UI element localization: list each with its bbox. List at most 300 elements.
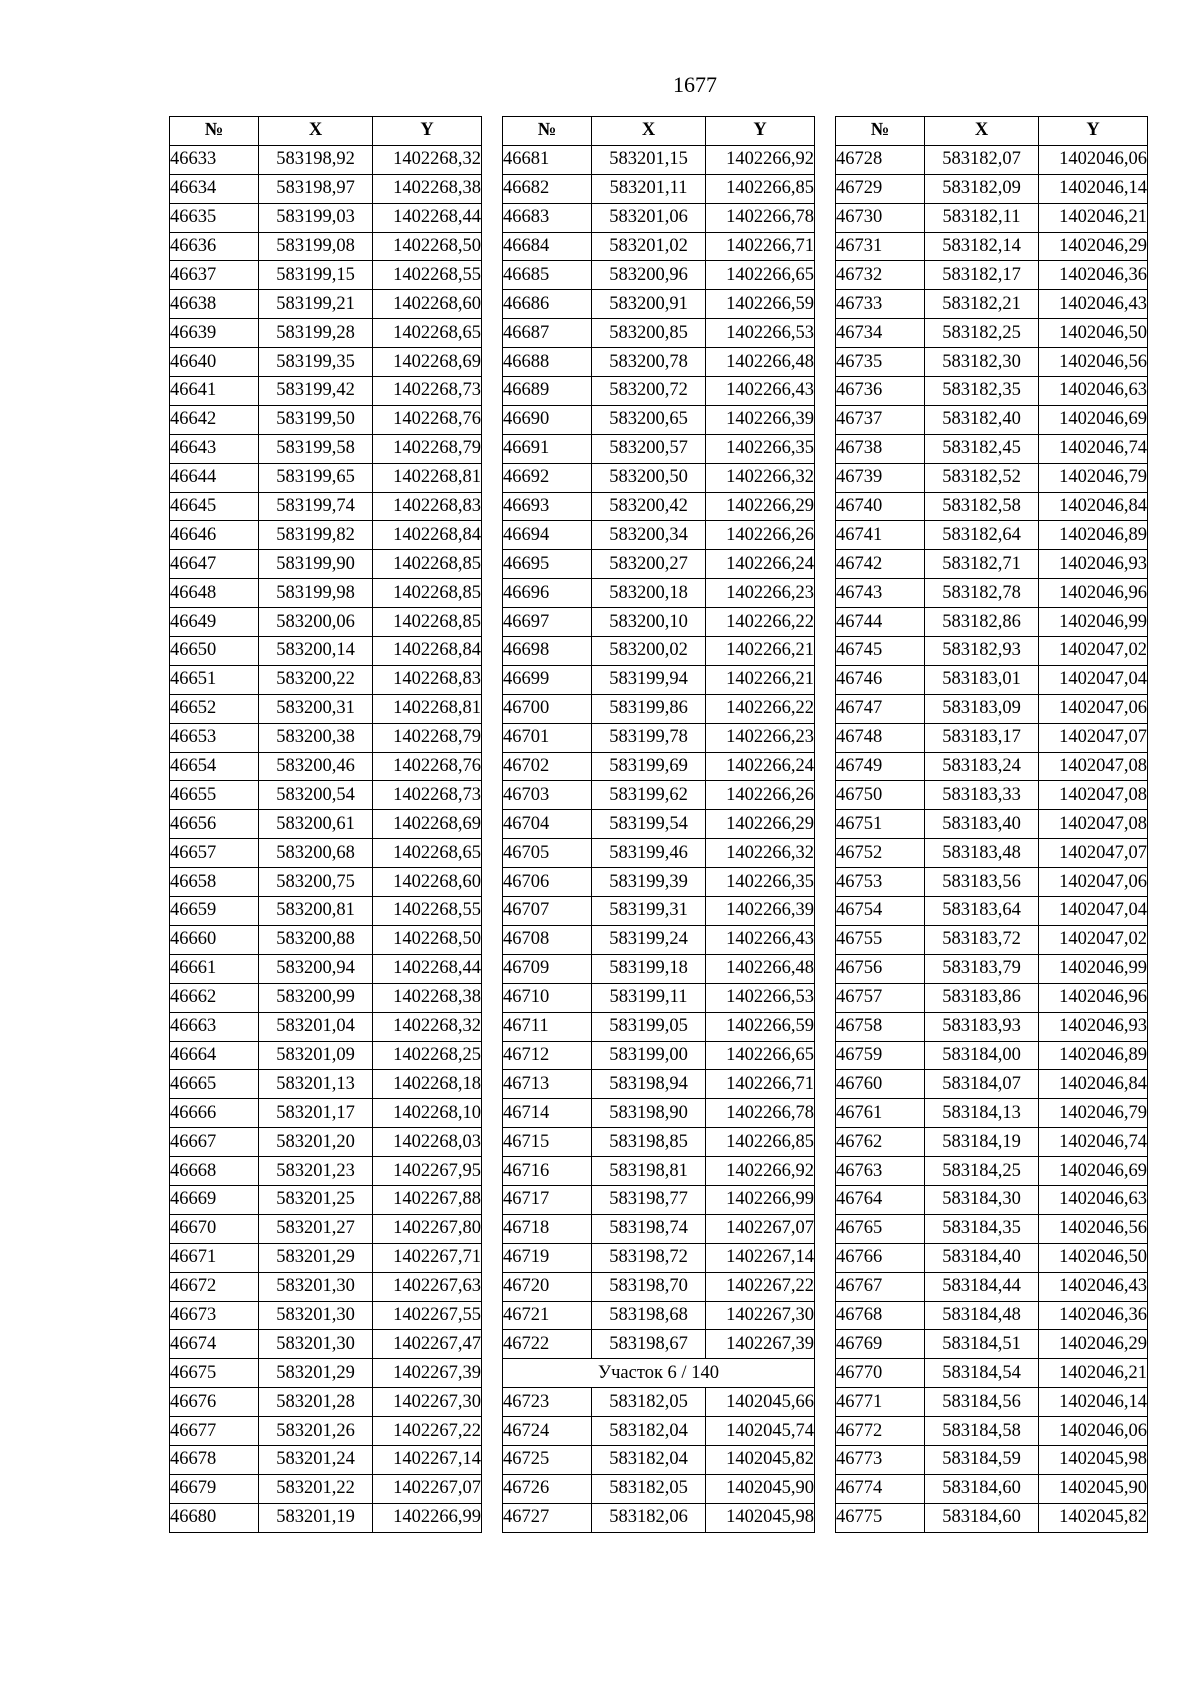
y-coordinate-cell: 1402266,78 [706, 203, 815, 232]
y-coordinate-cell: 1402046,69 [1039, 405, 1148, 434]
y-coordinate-cell: 1402046,14 [1039, 1388, 1148, 1417]
y-coordinate-cell: 1402268,44 [373, 954, 482, 983]
table-row [836, 232, 1148, 261]
table-row [170, 174, 482, 203]
table-row [836, 839, 1148, 868]
point-number-cell: 46748 [836, 723, 925, 752]
table-row [503, 261, 815, 290]
table-row [836, 810, 1148, 839]
point-number-cell: 46741 [836, 521, 925, 550]
y-coordinate-cell: 1402046,63 [1039, 377, 1148, 406]
x-coordinate-cell: 583199,08 [259, 232, 373, 261]
y-coordinate-cell: 1402267,22 [373, 1417, 482, 1446]
y-coordinate-cell: 1402266,21 [706, 637, 815, 666]
y-coordinate-cell: 1402268,32 [373, 1012, 482, 1041]
y-coordinate-cell: 1402046,43 [1039, 290, 1148, 319]
point-number-cell: 46669 [170, 1185, 259, 1214]
x-coordinate-cell: 583182,64 [925, 521, 1039, 550]
table-row [170, 1099, 482, 1128]
point-number-cell: 46710 [503, 983, 592, 1012]
y-coordinate-cell: 1402045,98 [706, 1503, 815, 1532]
y-coordinate-cell: 1402266,85 [706, 174, 815, 203]
header-number: № [170, 117, 259, 146]
x-coordinate-cell: 583184,48 [925, 1301, 1039, 1330]
point-number-cell: 46706 [503, 868, 592, 897]
x-coordinate-cell: 583200,14 [259, 637, 373, 666]
table-body [503, 145, 815, 1532]
point-number-cell: 46661 [170, 954, 259, 983]
table-row [503, 174, 815, 203]
x-coordinate-cell: 583201,30 [259, 1301, 373, 1330]
x-coordinate-cell: 583182,09 [925, 174, 1039, 203]
y-coordinate-cell: 1402046,14 [1039, 174, 1148, 203]
point-number-cell: 46683 [503, 203, 592, 232]
x-coordinate-cell: 583184,07 [925, 1070, 1039, 1099]
y-coordinate-cell: 1402268,65 [373, 839, 482, 868]
x-coordinate-cell: 583200,68 [259, 839, 373, 868]
y-coordinate-cell: 1402266,21 [706, 665, 815, 694]
table-row [836, 1099, 1148, 1128]
point-number-cell: 46737 [836, 405, 925, 434]
y-coordinate-cell: 1402047,06 [1039, 694, 1148, 723]
point-number-cell: 46652 [170, 694, 259, 723]
table-row [170, 1359, 482, 1388]
y-coordinate-cell: 1402266,65 [706, 261, 815, 290]
y-coordinate-cell: 1402268,25 [373, 1041, 482, 1070]
table-row [503, 1301, 815, 1330]
x-coordinate-cell: 583198,94 [592, 1070, 706, 1099]
point-number-cell: 46727 [503, 1503, 592, 1532]
point-number-cell: 46665 [170, 1070, 259, 1099]
point-number-cell: 46739 [836, 463, 925, 492]
table-row [836, 665, 1148, 694]
point-number-cell: 46649 [170, 608, 259, 637]
x-coordinate-cell: 583184,40 [925, 1243, 1039, 1272]
point-number-cell: 46709 [503, 954, 592, 983]
point-number-cell: 46717 [503, 1185, 592, 1214]
point-number-cell: 46738 [836, 434, 925, 463]
table-row [836, 1272, 1148, 1301]
y-coordinate-cell: 1402047,04 [1039, 665, 1148, 694]
point-number-cell: 46712 [503, 1041, 592, 1070]
table-row [503, 608, 815, 637]
point-number-cell: 46679 [170, 1474, 259, 1503]
table-row [836, 1359, 1148, 1388]
x-coordinate-cell: 583183,64 [925, 897, 1039, 926]
table-row [836, 925, 1148, 954]
x-coordinate-cell: 583201,23 [259, 1157, 373, 1186]
point-number-cell: 46730 [836, 203, 925, 232]
point-number-cell: 46772 [836, 1417, 925, 1446]
table-row [170, 925, 482, 954]
table-row [836, 145, 1148, 174]
table-row [503, 1128, 815, 1157]
point-number-cell: 46677 [170, 1417, 259, 1446]
table-row [836, 868, 1148, 897]
x-coordinate-cell: 583201,02 [592, 232, 706, 261]
table-row [170, 665, 482, 694]
y-coordinate-cell: 1402046,79 [1039, 1099, 1148, 1128]
table-row [170, 579, 482, 608]
y-coordinate-cell: 1402267,39 [373, 1359, 482, 1388]
y-coordinate-cell: 1402266,29 [706, 810, 815, 839]
x-coordinate-cell: 583182,06 [592, 1503, 706, 1532]
section-row [503, 1359, 815, 1388]
y-coordinate-cell: 1402268,50 [373, 925, 482, 954]
table-row [170, 1503, 482, 1532]
table-row [170, 637, 482, 666]
y-coordinate-cell: 1402268,18 [373, 1070, 482, 1099]
y-coordinate-cell: 1402267,47 [373, 1330, 482, 1359]
point-number-cell: 46662 [170, 983, 259, 1012]
point-number-cell: 46689 [503, 377, 592, 406]
y-coordinate-cell: 1402046,99 [1039, 608, 1148, 637]
y-coordinate-cell: 1402268,10 [373, 1099, 482, 1128]
table-row [836, 781, 1148, 810]
point-number-cell: 46745 [836, 637, 925, 666]
x-coordinate-cell: 583198,81 [592, 1157, 706, 1186]
table-header-row [836, 117, 1148, 146]
point-number-cell: 46672 [170, 1272, 259, 1301]
y-coordinate-cell: 1402268,79 [373, 723, 482, 752]
table-row [503, 145, 815, 174]
table-row [836, 1214, 1148, 1243]
table-row [836, 1330, 1148, 1359]
header-y: Y [706, 117, 815, 146]
table-row [503, 1272, 815, 1301]
table-row [836, 752, 1148, 781]
y-coordinate-cell: 1402047,08 [1039, 752, 1148, 781]
x-coordinate-cell: 583183,72 [925, 925, 1039, 954]
table-row [503, 1157, 815, 1186]
table-row [503, 203, 815, 232]
point-number-cell: 46753 [836, 868, 925, 897]
table-row [503, 521, 815, 550]
x-coordinate-cell: 583200,94 [259, 954, 373, 983]
x-coordinate-cell: 583201,24 [259, 1445, 373, 1474]
table-row [170, 868, 482, 897]
table-row [503, 492, 815, 521]
point-number-cell: 46691 [503, 434, 592, 463]
table-row [170, 810, 482, 839]
x-coordinate-cell: 583199,00 [592, 1041, 706, 1070]
table-row [170, 319, 482, 348]
y-coordinate-cell: 1402268,73 [373, 377, 482, 406]
y-coordinate-cell: 1402046,96 [1039, 983, 1148, 1012]
y-coordinate-cell: 1402045,66 [706, 1388, 815, 1417]
table-row [836, 579, 1148, 608]
x-coordinate-cell: 583200,34 [592, 521, 706, 550]
table-row [836, 983, 1148, 1012]
x-coordinate-cell: 583182,71 [925, 550, 1039, 579]
x-coordinate-cell: 583201,20 [259, 1128, 373, 1157]
x-coordinate-cell: 583182,25 [925, 319, 1039, 348]
y-coordinate-cell: 1402266,39 [706, 405, 815, 434]
point-number-cell: 46764 [836, 1185, 925, 1214]
y-coordinate-cell: 1402268,38 [373, 174, 482, 203]
x-coordinate-cell: 583200,54 [259, 781, 373, 810]
point-number-cell: 46718 [503, 1214, 592, 1243]
point-number-cell: 46760 [836, 1070, 925, 1099]
table-row [170, 1041, 482, 1070]
y-coordinate-cell: 1402267,95 [373, 1157, 482, 1186]
y-coordinate-cell: 1402046,56 [1039, 348, 1148, 377]
point-number-cell: 46734 [836, 319, 925, 348]
y-coordinate-cell: 1402047,07 [1039, 723, 1148, 752]
point-number-cell: 46640 [170, 348, 259, 377]
section-label: Участок 6 / 140 [503, 1359, 815, 1388]
point-number-cell: 46711 [503, 1012, 592, 1041]
point-number-cell: 46728 [836, 145, 925, 174]
y-coordinate-cell: 1402046,29 [1039, 232, 1148, 261]
point-number-cell: 46754 [836, 897, 925, 926]
point-number-cell: 46664 [170, 1041, 259, 1070]
y-coordinate-cell: 1402046,50 [1039, 1243, 1148, 1272]
table-row [170, 723, 482, 752]
point-number-cell: 46638 [170, 290, 259, 319]
y-coordinate-cell: 1402268,03 [373, 1128, 482, 1157]
table-row [503, 925, 815, 954]
x-coordinate-cell: 583184,25 [925, 1157, 1039, 1186]
x-coordinate-cell: 583183,86 [925, 983, 1039, 1012]
x-coordinate-cell: 583182,45 [925, 434, 1039, 463]
table-row [170, 1301, 482, 1330]
x-coordinate-cell: 583184,56 [925, 1388, 1039, 1417]
table-row [170, 752, 482, 781]
point-number-cell: 46693 [503, 492, 592, 521]
table-row [503, 377, 815, 406]
table-row [503, 897, 815, 926]
y-coordinate-cell: 1402046,50 [1039, 319, 1148, 348]
point-number-cell: 46681 [503, 145, 592, 174]
y-coordinate-cell: 1402045,82 [1039, 1503, 1148, 1532]
x-coordinate-cell: 583201,27 [259, 1214, 373, 1243]
y-coordinate-cell: 1402266,53 [706, 983, 815, 1012]
x-coordinate-cell: 583184,58 [925, 1417, 1039, 1446]
y-coordinate-cell: 1402266,29 [706, 492, 815, 521]
table-row [503, 348, 815, 377]
y-coordinate-cell: 1402268,79 [373, 434, 482, 463]
point-number-cell: 46743 [836, 579, 925, 608]
table-row [836, 608, 1148, 637]
x-coordinate-cell: 583201,19 [259, 1503, 373, 1532]
table-row [503, 290, 815, 319]
point-number-cell: 46761 [836, 1099, 925, 1128]
point-number-cell: 46715 [503, 1128, 592, 1157]
x-coordinate-cell: 583182,05 [592, 1388, 706, 1417]
table-row [170, 1243, 482, 1272]
point-number-cell: 46644 [170, 463, 259, 492]
x-coordinate-cell: 583199,18 [592, 954, 706, 983]
y-coordinate-cell: 1402266,99 [706, 1185, 815, 1214]
y-coordinate-cell: 1402266,32 [706, 839, 815, 868]
point-number-cell: 46637 [170, 261, 259, 290]
table-row [170, 492, 482, 521]
x-coordinate-cell: 583182,40 [925, 405, 1039, 434]
y-coordinate-cell: 1402268,60 [373, 290, 482, 319]
point-number-cell: 46752 [836, 839, 925, 868]
table-row [170, 1388, 482, 1417]
x-coordinate-cell: 583183,17 [925, 723, 1039, 752]
point-number-cell: 46707 [503, 897, 592, 926]
x-coordinate-cell: 583200,57 [592, 434, 706, 463]
point-number-cell: 46685 [503, 261, 592, 290]
y-coordinate-cell: 1402045,74 [706, 1417, 815, 1446]
x-coordinate-cell: 583199,58 [259, 434, 373, 463]
table-row [836, 492, 1148, 521]
y-coordinate-cell: 1402045,98 [1039, 1445, 1148, 1474]
y-coordinate-cell: 1402046,43 [1039, 1272, 1148, 1301]
y-coordinate-cell: 1402268,32 [373, 145, 482, 174]
x-coordinate-cell: 583198,85 [592, 1128, 706, 1157]
x-coordinate-cell: 583199,11 [592, 983, 706, 1012]
point-number-cell: 46659 [170, 897, 259, 926]
point-number-cell: 46666 [170, 1099, 259, 1128]
table-row [170, 1417, 482, 1446]
point-number-cell: 46769 [836, 1330, 925, 1359]
table-row [170, 290, 482, 319]
point-number-cell: 46704 [503, 810, 592, 839]
y-coordinate-cell: 1402266,43 [706, 925, 815, 954]
point-number-cell: 46695 [503, 550, 592, 579]
y-coordinate-cell: 1402266,35 [706, 868, 815, 897]
point-number-cell: 46701 [503, 723, 592, 752]
x-coordinate-cell: 583184,00 [925, 1041, 1039, 1070]
x-coordinate-cell: 583198,97 [259, 174, 373, 203]
x-coordinate-cell: 583182,21 [925, 290, 1039, 319]
point-number-cell: 46670 [170, 1214, 259, 1243]
x-coordinate-cell: 583183,79 [925, 954, 1039, 983]
table-row [170, 203, 482, 232]
y-coordinate-cell: 1402046,74 [1039, 434, 1148, 463]
y-coordinate-cell: 1402266,59 [706, 290, 815, 319]
y-coordinate-cell: 1402267,30 [706, 1301, 815, 1330]
point-number-cell: 46750 [836, 781, 925, 810]
x-coordinate-cell: 583183,56 [925, 868, 1039, 897]
table-row [170, 954, 482, 983]
point-number-cell: 46676 [170, 1388, 259, 1417]
table-row [170, 1070, 482, 1099]
point-number-cell: 46731 [836, 232, 925, 261]
y-coordinate-cell: 1402266,71 [706, 1070, 815, 1099]
y-coordinate-cell: 1402266,85 [706, 1128, 815, 1157]
table-row [503, 232, 815, 261]
x-coordinate-cell: 583198,70 [592, 1272, 706, 1301]
x-coordinate-cell: 583200,72 [592, 377, 706, 406]
point-number-cell: 46671 [170, 1243, 259, 1272]
y-coordinate-cell: 1402266,71 [706, 232, 815, 261]
x-coordinate-cell: 583200,22 [259, 665, 373, 694]
header-x: X [259, 117, 373, 146]
x-coordinate-cell: 583198,67 [592, 1330, 706, 1359]
y-coordinate-cell: 1402266,22 [706, 694, 815, 723]
y-coordinate-cell: 1402267,07 [706, 1214, 815, 1243]
header-x: X [925, 117, 1039, 146]
y-coordinate-cell: 1402046,36 [1039, 261, 1148, 290]
y-coordinate-cell: 1402267,39 [706, 1330, 815, 1359]
x-coordinate-cell: 583199,42 [259, 377, 373, 406]
x-coordinate-cell: 583183,33 [925, 781, 1039, 810]
x-coordinate-cell: 583182,35 [925, 377, 1039, 406]
table-row [503, 1041, 815, 1070]
table-row [503, 579, 815, 608]
y-coordinate-cell: 1402267,71 [373, 1243, 482, 1272]
x-coordinate-cell: 583200,50 [592, 463, 706, 492]
table-row [503, 665, 815, 694]
point-number-cell: 46767 [836, 1272, 925, 1301]
y-coordinate-cell: 1402046,79 [1039, 463, 1148, 492]
table-header-row [170, 117, 482, 146]
y-coordinate-cell: 1402047,02 [1039, 925, 1148, 954]
point-number-cell: 46658 [170, 868, 259, 897]
table-row [503, 752, 815, 781]
x-coordinate-cell: 583201,30 [259, 1272, 373, 1301]
point-number-cell: 46699 [503, 665, 592, 694]
x-coordinate-cell: 583183,40 [925, 810, 1039, 839]
table-row [836, 290, 1148, 319]
table-row [503, 434, 815, 463]
table-row [503, 983, 815, 1012]
point-number-cell: 46667 [170, 1128, 259, 1157]
table-row [503, 1099, 815, 1128]
table-row [836, 1474, 1148, 1503]
y-coordinate-cell: 1402268,85 [373, 550, 482, 579]
table-row [170, 1445, 482, 1474]
x-coordinate-cell: 583183,01 [925, 665, 1039, 694]
point-number-cell: 46721 [503, 1301, 592, 1330]
table-row [503, 868, 815, 897]
x-coordinate-cell: 583200,65 [592, 405, 706, 434]
x-coordinate-cell: 583201,04 [259, 1012, 373, 1041]
y-coordinate-cell: 1402047,04 [1039, 897, 1148, 926]
y-coordinate-cell: 1402047,07 [1039, 839, 1148, 868]
table-row [503, 1012, 815, 1041]
x-coordinate-cell: 583199,28 [259, 319, 373, 348]
point-number-cell: 46642 [170, 405, 259, 434]
y-coordinate-cell: 1402047,06 [1039, 868, 1148, 897]
x-coordinate-cell: 583184,54 [925, 1359, 1039, 1388]
x-coordinate-cell: 583201,30 [259, 1330, 373, 1359]
table-row [836, 897, 1148, 926]
point-number-cell: 46773 [836, 1445, 925, 1474]
y-coordinate-cell: 1402266,53 [706, 319, 815, 348]
y-coordinate-cell: 1402268,84 [373, 637, 482, 666]
table-row [170, 377, 482, 406]
point-number-cell: 46694 [503, 521, 592, 550]
point-number-cell: 46740 [836, 492, 925, 521]
table-row [836, 954, 1148, 983]
table-row [836, 1417, 1148, 1446]
point-number-cell: 46660 [170, 925, 259, 954]
point-number-cell: 46655 [170, 781, 259, 810]
table-row [170, 348, 482, 377]
y-coordinate-cell: 1402268,84 [373, 521, 482, 550]
x-coordinate-cell: 583200,75 [259, 868, 373, 897]
x-coordinate-cell: 583199,74 [259, 492, 373, 521]
table-row [836, 521, 1148, 550]
x-coordinate-cell: 583199,69 [592, 752, 706, 781]
table-row [503, 1070, 815, 1099]
table-row [170, 1157, 482, 1186]
x-coordinate-cell: 583201,29 [259, 1243, 373, 1272]
point-number-cell: 46770 [836, 1359, 925, 1388]
table-row [170, 1185, 482, 1214]
x-coordinate-cell: 583201,06 [592, 203, 706, 232]
coordinates-table-1 [169, 116, 482, 1533]
table-row [503, 1185, 815, 1214]
point-number-cell: 46698 [503, 637, 592, 666]
x-coordinate-cell: 583199,39 [592, 868, 706, 897]
